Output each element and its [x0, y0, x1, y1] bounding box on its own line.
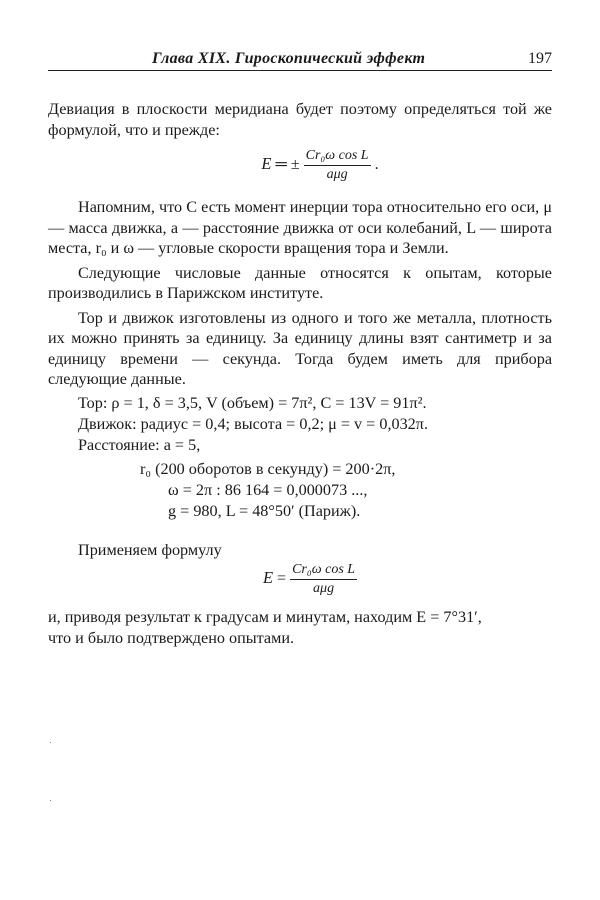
running-header	[48, 40, 552, 71]
formula1-denominator: aμg	[326, 167, 348, 182]
data-line-rasstoyanie: Расстояние: a = 5,	[78, 435, 201, 454]
conclusion-line-1: и, приводя результат к градусам и минутам, находим E = 7°31′,	[48, 608, 482, 626]
data-line-r0: r₀ (200 оборотов в секунду) = 200·2π,	[140, 459, 396, 478]
formula1-lhs: E	[261, 154, 272, 174]
data-line-dvizhok: Движок: радиус = 0,4; высота = 0,2; μ = v = 0,032π.	[78, 414, 428, 433]
scan-speck	[50, 800, 51, 801]
data-intro-paragraph: Следующие числовые данные относятся к опытам, которые производились в Парижском институте.	[48, 263, 552, 302]
apply-label: Применяем формулу	[78, 540, 222, 559]
recall-paragraph: Напомним, что C есть момент инерции тора относительно его оси, μ — масса движка, a — расстояние движка от оси колебаний, L — широта места, r₀ и ω — угловые скорости вращения тора и Земли.	[48, 198, 552, 257]
intro-paragraph: Девиация в плоскости меридиана будет поэтому определяться той же формулой, что и прежде:	[48, 100, 552, 139]
page	[48, 40, 552, 648]
constants-block	[48, 459, 552, 522]
formula2-denominator: aμg	[313, 581, 335, 596]
scan-speck	[50, 742, 51, 743]
formula2-lhs: E	[262, 568, 274, 588]
conclusion-line-2: что и было подтверждено опытами.	[48, 628, 295, 647]
formula-deviation	[48, 148, 552, 183]
formula1-tail: .	[374, 156, 379, 174]
data-line-tor: Тор: ρ = 1, δ = 3,5, V (объем) = 7π², C = 13V = 91π².	[78, 393, 427, 412]
page-number: 197	[528, 50, 552, 67]
formula2-numerator: Cr₀ω cos L	[290, 562, 357, 580]
formula1-numerator: Cr₀ω cos L	[304, 148, 371, 166]
data-line-omega: ω = 2π : 86 164 = 0,000073 ...,	[168, 480, 368, 499]
formula1-fraction	[304, 148, 371, 183]
chapter-title: Глава XIX. Гироскопический эффект	[152, 50, 426, 67]
formula2-fraction	[290, 562, 357, 597]
device-data	[48, 393, 552, 456]
formula2-sign: =	[277, 570, 287, 588]
formula1-sign: ═ ±	[275, 156, 300, 174]
units-paragraph: Тор и движок изготовлены из одного и того же металла, плотность их можно принять за единицу. За единицу длины взят сантиметр и за единицу времени — секунда. Тогда будем иметь для прибора следующие данные.	[48, 308, 552, 388]
data-line-g: g = 980, L = 48°50′ (Париж).	[168, 501, 361, 520]
formula-apply	[48, 562, 552, 597]
